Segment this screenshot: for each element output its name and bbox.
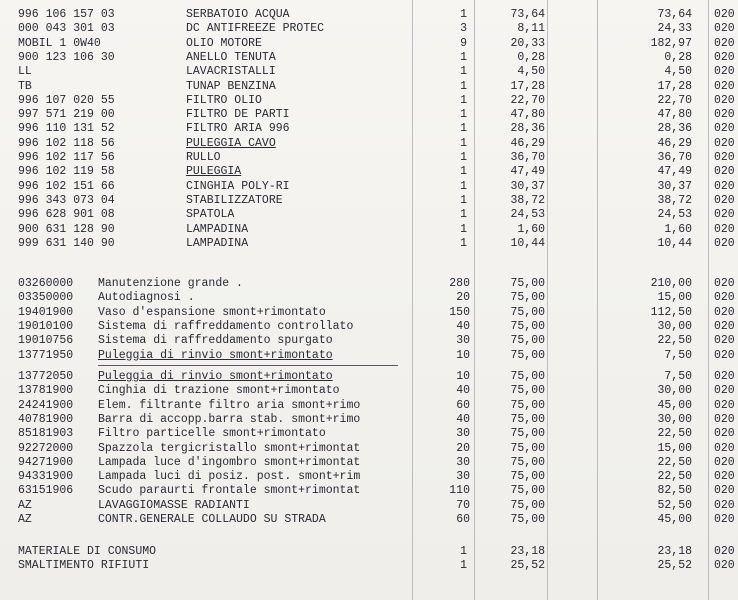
row-desc: Elem. filtrante filtro aria smont+rimo bbox=[98, 398, 361, 412]
row-code: 94271900 bbox=[18, 455, 74, 469]
table-row bbox=[0, 80, 738, 94]
row-code: 94331900 bbox=[18, 470, 74, 484]
row-price: 75,00 bbox=[510, 470, 545, 484]
row-tail: 020 bbox=[714, 305, 735, 319]
row-qty: 1 bbox=[460, 545, 467, 558]
row-total: 30,00 bbox=[657, 412, 692, 426]
row-code: 999 631 140 90 bbox=[18, 236, 115, 250]
row-qty: 150 bbox=[449, 305, 470, 319]
row-code: 63151906 bbox=[18, 484, 74, 498]
row-qty: 1 bbox=[460, 122, 467, 136]
table-row bbox=[0, 456, 738, 470]
row-total: 25,52 bbox=[657, 559, 692, 572]
row-qty: 9 bbox=[460, 36, 467, 50]
row-desc: ANELLO TENUTA bbox=[186, 50, 276, 64]
row-total: 73,64 bbox=[657, 8, 692, 21]
row-code: 13772050 bbox=[18, 370, 74, 383]
table-row bbox=[0, 499, 738, 513]
row-desc: CONTR.GENERALE COLLAUDO SU STRADA bbox=[98, 513, 326, 526]
table-row bbox=[0, 559, 738, 573]
row-tail: 020 bbox=[714, 291, 735, 305]
row-tail: 020 bbox=[714, 559, 735, 572]
table-row bbox=[0, 545, 738, 559]
row-total: 7,50 bbox=[664, 370, 692, 383]
row-desc: LAVAGGIOMASSE RADIANTI bbox=[98, 498, 250, 512]
row-price: 24,53 bbox=[510, 208, 545, 222]
row-qty: 40 bbox=[456, 319, 470, 333]
table-row bbox=[0, 399, 738, 413]
table-row bbox=[0, 223, 738, 237]
row-code: 996 106 157 03 bbox=[18, 8, 115, 21]
table-row bbox=[0, 108, 738, 122]
row-code: 13771950 bbox=[18, 348, 74, 362]
row-total: 7,50 bbox=[664, 348, 692, 362]
row-price: 75,00 bbox=[510, 412, 545, 426]
row-tail: 020 bbox=[714, 319, 735, 333]
row-qty: 30 bbox=[456, 470, 470, 484]
row-total: 22,50 bbox=[657, 334, 692, 348]
row-tail: 020 bbox=[714, 22, 735, 36]
row-desc: Sistema di raffreddamento controllato bbox=[98, 319, 354, 333]
row-qty: 280 bbox=[449, 277, 470, 290]
row-desc: Vaso d'espansione smont+rimontato bbox=[98, 305, 326, 319]
row-desc: SPATOLA bbox=[186, 208, 235, 222]
row-total: 45,00 bbox=[657, 513, 692, 526]
row-tail: 020 bbox=[714, 384, 735, 398]
row-price: 10,44 bbox=[510, 236, 545, 250]
table-row bbox=[0, 51, 738, 65]
row-tail: 020 bbox=[714, 412, 735, 426]
row-price: 75,00 bbox=[510, 334, 545, 348]
row-qty: 20 bbox=[456, 291, 470, 305]
table-row bbox=[0, 427, 738, 441]
row-qty: 1 bbox=[460, 222, 467, 236]
underline-rule bbox=[98, 365, 398, 366]
row-tail: 020 bbox=[714, 236, 735, 250]
row-price: 17,28 bbox=[510, 79, 545, 93]
row-desc: CINGHIA POLY-RI bbox=[186, 179, 290, 193]
table-row bbox=[0, 370, 738, 384]
row-qty: 1 bbox=[460, 65, 467, 79]
table-row bbox=[0, 349, 738, 363]
table-row bbox=[0, 8, 738, 22]
row-code: 996 102 119 58 bbox=[18, 165, 115, 179]
row-total: 15,00 bbox=[657, 291, 692, 305]
row-total: 30,37 bbox=[657, 179, 692, 193]
row-total: 47,80 bbox=[657, 108, 692, 122]
table-row bbox=[0, 320, 738, 334]
table-row bbox=[0, 94, 738, 108]
row-price: 8,11 bbox=[517, 22, 545, 36]
table-row bbox=[0, 65, 738, 79]
row-tail: 020 bbox=[714, 208, 735, 222]
row-tail: 020 bbox=[714, 334, 735, 348]
row-desc: Lampada luce d'ingombro smont+rimontat bbox=[98, 455, 361, 469]
row-code: 996 628 901 08 bbox=[18, 208, 115, 222]
row-price: 75,00 bbox=[510, 455, 545, 469]
row-price: 36,70 bbox=[510, 151, 545, 164]
row-tail: 020 bbox=[714, 179, 735, 193]
row-code: TB bbox=[18, 79, 32, 93]
row-code: 92272000 bbox=[18, 441, 74, 455]
row-tail: 020 bbox=[714, 441, 735, 455]
table-row bbox=[0, 22, 738, 36]
row-price: 75,00 bbox=[510, 305, 545, 319]
row-tail: 020 bbox=[714, 427, 735, 441]
table-row bbox=[0, 484, 738, 498]
row-desc: Cinghia di trazione smont+rimontato bbox=[98, 384, 340, 398]
table-row bbox=[0, 151, 738, 165]
table-row bbox=[0, 470, 738, 484]
row-price: 75,00 bbox=[510, 348, 545, 362]
row-price: 75,00 bbox=[510, 384, 545, 398]
row-total: 38,72 bbox=[657, 193, 692, 207]
table-row bbox=[0, 442, 738, 456]
row-tail: 020 bbox=[714, 79, 735, 93]
row-desc: DC ANTIFREEZE PROTEC bbox=[186, 22, 325, 36]
row-price: 75,00 bbox=[510, 441, 545, 455]
row-code: 03350000 bbox=[18, 291, 74, 305]
row-price: 30,37 bbox=[510, 179, 545, 193]
table-row bbox=[0, 165, 738, 179]
row-qty: 1 bbox=[460, 79, 467, 93]
row-qty: 1 bbox=[460, 179, 467, 193]
row-total: 15,00 bbox=[657, 441, 692, 455]
row-qty: 110 bbox=[449, 484, 470, 498]
row-qty: 1 bbox=[460, 559, 467, 572]
row-tail: 020 bbox=[714, 370, 735, 383]
row-price: 75,00 bbox=[510, 498, 545, 512]
row-desc: SERBATOIO ACQUA bbox=[186, 8, 290, 21]
row-price: 75,00 bbox=[510, 398, 545, 412]
row-total: 1,60 bbox=[664, 222, 692, 236]
row-total: 22,50 bbox=[657, 470, 692, 484]
row-tail: 020 bbox=[714, 513, 735, 526]
row-code: 19010100 bbox=[18, 319, 74, 333]
row-price: 38,72 bbox=[510, 193, 545, 207]
row-qty: 20 bbox=[456, 441, 470, 455]
table-row bbox=[0, 306, 738, 320]
row-desc: STABILIZZATORE bbox=[186, 193, 283, 207]
row-price: 46,29 bbox=[510, 136, 545, 150]
row-qty: 30 bbox=[456, 334, 470, 348]
row-total: 22,50 bbox=[657, 427, 692, 441]
row-code: LL bbox=[18, 65, 32, 79]
row-qty: 3 bbox=[460, 22, 467, 36]
row-tail: 020 bbox=[714, 65, 735, 79]
row-total: 30,00 bbox=[657, 384, 692, 398]
row-desc: OLIO MOTORE bbox=[186, 36, 262, 50]
row-desc: TUNAP BENZINA bbox=[186, 79, 276, 93]
row-qty: 1 bbox=[460, 165, 467, 179]
row-desc: Filtro particelle smont+rimontato bbox=[98, 427, 326, 441]
row-price: 75,00 bbox=[510, 513, 545, 526]
table-row bbox=[0, 237, 738, 251]
row-tail: 020 bbox=[714, 222, 735, 236]
row-code: 900 631 128 90 bbox=[18, 222, 115, 236]
row-price: 47,49 bbox=[510, 165, 545, 179]
row-desc: Spazzola tergicristallo smont+rimontat bbox=[98, 441, 361, 455]
row-price: 25,52 bbox=[510, 559, 545, 572]
row-price: 1,60 bbox=[517, 222, 545, 236]
row-qty: 60 bbox=[456, 398, 470, 412]
row-desc: FILTRO DE PARTI bbox=[186, 108, 290, 122]
row-price: 22,70 bbox=[510, 93, 545, 107]
row-qty: 1 bbox=[460, 208, 467, 222]
table-row bbox=[0, 122, 738, 136]
row-qty: 60 bbox=[456, 513, 470, 526]
row-tail: 020 bbox=[714, 470, 735, 484]
row-code: 996 102 118 56 bbox=[18, 136, 115, 150]
table-row bbox=[0, 180, 738, 194]
row-tail: 020 bbox=[714, 193, 735, 207]
row-code: 19010756 bbox=[18, 334, 74, 348]
row-qty: 30 bbox=[456, 427, 470, 441]
row-tail: 020 bbox=[714, 498, 735, 512]
row-tail: 020 bbox=[714, 151, 735, 164]
row-total: 0,28 bbox=[664, 50, 692, 64]
row-code: AZ bbox=[18, 513, 32, 526]
table-row bbox=[0, 291, 738, 305]
row-total: 23,18 bbox=[657, 545, 692, 558]
row-desc: FILTRO ARIA 996 bbox=[186, 122, 290, 136]
row-code: AZ bbox=[18, 498, 32, 512]
row-desc: Puleggia di rinvio smont+rimontato bbox=[98, 370, 333, 383]
table-row bbox=[0, 208, 738, 222]
row-total: 182,97 bbox=[650, 36, 692, 50]
row-price: 73,64 bbox=[510, 8, 545, 21]
row-qty: 1 bbox=[460, 193, 467, 207]
row-total: 30,00 bbox=[657, 319, 692, 333]
table-row bbox=[0, 194, 738, 208]
row-code: 85181903 bbox=[18, 427, 74, 441]
row-total: 210,00 bbox=[650, 277, 692, 290]
row-code: 996 343 073 04 bbox=[18, 193, 115, 207]
row-code: 996 110 131 52 bbox=[18, 122, 115, 136]
row-price: 20,33 bbox=[510, 36, 545, 50]
row-price: 75,00 bbox=[510, 427, 545, 441]
row-desc: Puleggia di rinvio smont+rimontato bbox=[98, 348, 333, 362]
row-code: 996 102 151 66 bbox=[18, 179, 115, 193]
row-price: 28,36 bbox=[510, 122, 545, 136]
row-price: 75,00 bbox=[510, 277, 545, 290]
row-tail: 020 bbox=[714, 455, 735, 469]
row-total: 47,49 bbox=[657, 165, 692, 179]
row-qty: 40 bbox=[456, 384, 470, 398]
row-code: 24241900 bbox=[18, 398, 74, 412]
row-price: 75,00 bbox=[510, 291, 545, 305]
row-desc: Scudo paraurti frontale smont+rimontat bbox=[98, 484, 361, 498]
row-desc: Sistema di raffreddamento spurgato bbox=[98, 334, 333, 348]
row-code: 40781900 bbox=[18, 412, 74, 426]
row-qty: 1 bbox=[460, 50, 467, 64]
row-desc: Barra di accopp.barra stab. smont+rimo bbox=[98, 412, 361, 426]
row-total: 36,70 bbox=[657, 151, 692, 164]
row-total: 45,00 bbox=[657, 398, 692, 412]
table-row bbox=[0, 277, 738, 291]
row-qty: 1 bbox=[460, 108, 467, 122]
row-price: 0,28 bbox=[517, 50, 545, 64]
row-desc: LAVACRISTALLI bbox=[186, 65, 276, 79]
row-price: 75,00 bbox=[510, 370, 545, 383]
row-tail: 020 bbox=[714, 165, 735, 179]
row-desc: PULEGGIA CAVO bbox=[186, 136, 276, 150]
row-tail: 020 bbox=[714, 348, 735, 362]
row-qty: 1 bbox=[460, 136, 467, 150]
row-code: 997 571 219 00 bbox=[18, 108, 115, 122]
row-price: 47,80 bbox=[510, 108, 545, 122]
row-tail: 020 bbox=[714, 136, 735, 150]
row-total: 112,50 bbox=[650, 305, 692, 319]
row-desc: LAMPADINA bbox=[186, 236, 249, 250]
row-tail: 020 bbox=[714, 108, 735, 122]
row-qty: 1 bbox=[460, 93, 467, 107]
row-code: 996 102 117 56 bbox=[18, 151, 115, 164]
row-total: 4,50 bbox=[664, 65, 692, 79]
table-row bbox=[0, 513, 738, 527]
row-price: 75,00 bbox=[510, 319, 545, 333]
row-qty: 1 bbox=[460, 236, 467, 250]
table-row bbox=[0, 413, 738, 427]
row-total: 22,50 bbox=[657, 455, 692, 469]
row-tail: 020 bbox=[714, 50, 735, 64]
row-price: 4,50 bbox=[517, 65, 545, 79]
row-qty: 1 bbox=[460, 8, 467, 21]
row-desc: SMALTIMENTO RIFIUTI bbox=[18, 559, 150, 572]
row-qty: 70 bbox=[456, 498, 470, 512]
table-row bbox=[0, 384, 738, 398]
row-qty: 10 bbox=[456, 348, 470, 362]
row-total: 10,44 bbox=[657, 236, 692, 250]
row-desc: LAMPADINA bbox=[186, 222, 249, 236]
row-desc: FILTRO OLIO bbox=[186, 93, 262, 107]
row-desc: RULLO bbox=[186, 151, 221, 164]
row-code: 19401900 bbox=[18, 305, 74, 319]
table-row bbox=[0, 334, 738, 348]
row-tail: 020 bbox=[714, 398, 735, 412]
row-desc: Manutenzione grande . bbox=[98, 277, 243, 290]
row-tail: 020 bbox=[714, 545, 735, 558]
row-qty: 10 bbox=[456, 370, 470, 383]
row-total: 17,28 bbox=[657, 79, 692, 93]
row-total: 46,29 bbox=[657, 136, 692, 150]
row-desc: Lampada luci di posiz. post. smont+rim bbox=[98, 470, 361, 484]
row-total: 52,50 bbox=[657, 498, 692, 512]
row-tail: 020 bbox=[714, 484, 735, 498]
row-tail: 020 bbox=[714, 36, 735, 50]
table-row bbox=[0, 137, 738, 151]
row-code: 03260000 bbox=[18, 277, 74, 290]
row-price: 23,18 bbox=[510, 545, 545, 558]
row-tail: 020 bbox=[714, 93, 735, 107]
row-total: 24,53 bbox=[657, 208, 692, 222]
row-code: 996 107 020 55 bbox=[18, 93, 115, 107]
row-desc: Autodiagnosi . bbox=[98, 291, 195, 305]
row-tail: 020 bbox=[714, 277, 735, 290]
row-qty: 1 bbox=[460, 151, 467, 164]
row-tail: 020 bbox=[714, 8, 735, 21]
row-total: 28,36 bbox=[657, 122, 692, 136]
row-qty: 40 bbox=[456, 412, 470, 426]
row-desc: MATERIALE DI CONSUMO bbox=[18, 545, 157, 558]
row-price: 75,00 bbox=[510, 484, 545, 498]
row-desc: PULEGGIA bbox=[186, 165, 242, 179]
row-code: 13781900 bbox=[18, 384, 74, 398]
row-qty: 30 bbox=[456, 455, 470, 469]
row-code: 900 123 106 30 bbox=[18, 50, 115, 64]
row-total: 24,33 bbox=[657, 22, 692, 36]
row-total: 82,50 bbox=[657, 484, 692, 498]
row-total: 22,70 bbox=[657, 93, 692, 107]
table-row bbox=[0, 37, 738, 51]
row-tail: 020 bbox=[714, 122, 735, 136]
row-code: 000 043 301 03 bbox=[18, 22, 115, 36]
row-code: MOBIL 1 0W40 bbox=[18, 36, 101, 50]
